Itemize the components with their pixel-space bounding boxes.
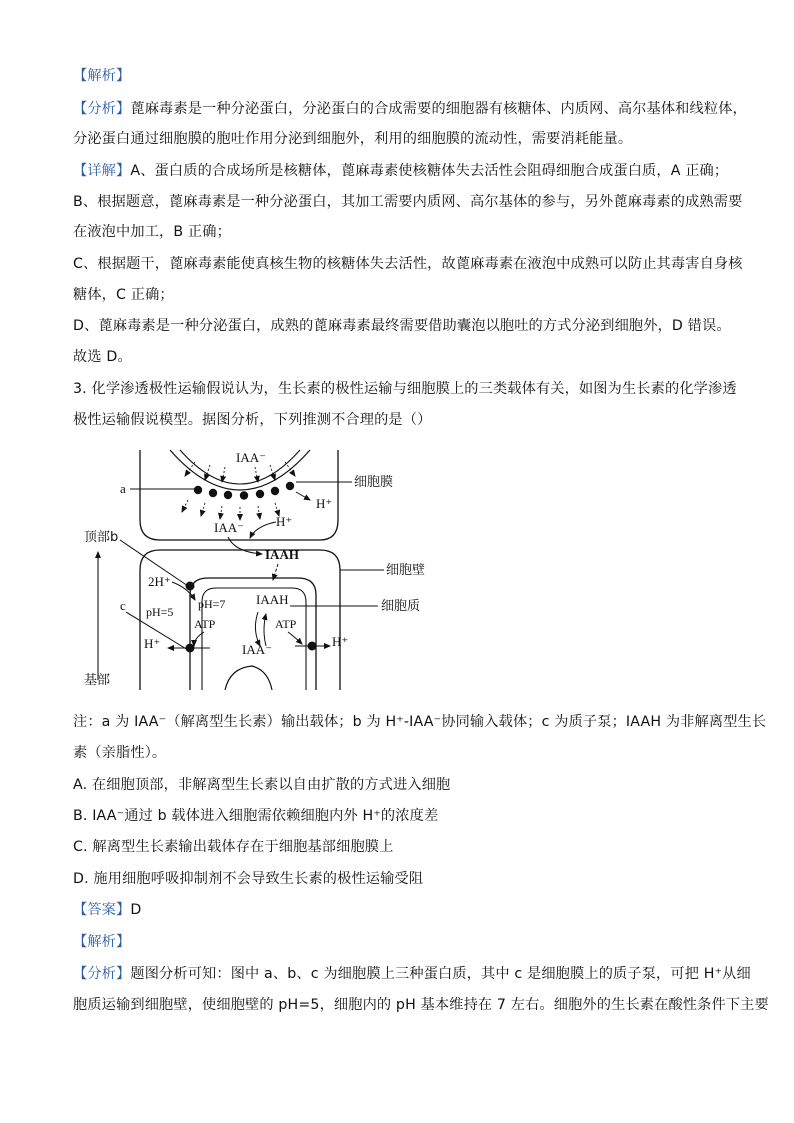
label-c: c: [120, 598, 126, 613]
answer-line: [73, 900, 733, 920]
section-analysis-heading: [73, 932, 733, 952]
paragraph-line: [73, 995, 769, 1015]
line-text: 3. 化学渗透极性运输假说认为，生长素的极性运输与细胞膜上的三类载体有关，如图为生长素的化学渗透: [73, 381, 737, 397]
heading-tag: 【分析】: [73, 101, 131, 117]
line-text: D: [130, 902, 142, 918]
option-d: [73, 869, 733, 889]
label-base: 基部: [84, 673, 111, 688]
line-text: B. IAA⁻通过 b 载体进入细胞需依赖细胞内外 H⁺的浓度差: [73, 808, 439, 824]
line-text: C、根据题干，蓖麻毒素能使真核生物的核糖体失去活性，故蓖麻毒素在液泡中成熟可以防止其毒害自身核: [73, 256, 743, 272]
iaa-minus-top-label: IAA⁻: [236, 450, 266, 465]
label-cell-wall: 细胞壁: [386, 563, 426, 578]
line-text: 素（亲脂性）。: [73, 745, 167, 761]
line-text: A、蛋白质的合成场所是核糖体，蓖麻毒素使核糖体失去活性会阻碍细胞合成蛋白质，A 正确；: [130, 163, 729, 179]
label-a: a: [120, 481, 126, 496]
heading-tag: 【答案】: [73, 902, 131, 918]
line-text: 注：a 为 IAA⁻（解离型生长素）输出载体；b 为 H⁺-IAA⁻协同输入载体；c 为质子泵；IAAH 为非解离型生长: [73, 714, 767, 730]
heading-tag: 【详解】: [73, 163, 131, 179]
paragraph-line: [73, 192, 743, 212]
heading-tag: 【分析】: [73, 966, 131, 982]
line-text: 蓖麻毒素是一种分泌蛋白，分泌蛋白的合成需要的细胞器有核糖体、内质网、高尔基体和线粒体，: [130, 101, 747, 117]
line-text: 胞质运输到细胞壁，使细胞壁的 pH=5，细胞内的 pH 基本维持在 7 左右。细胞外的生长素在酸性条件下主要: [73, 997, 769, 1013]
h-plus-left-label: H⁺: [144, 636, 161, 651]
iaah-mid-label: IAAH: [265, 547, 299, 562]
auxin-transport-diagram: [70, 440, 430, 690]
option-b: [73, 806, 733, 826]
lower-cell-membrane: [190, 578, 316, 690]
line-text: D、蓖麻毒素是一种分泌蛋白，成熟的蓖麻毒素最终需要借助囊泡以胞吐的方式分泌到细胞外，D 错误。: [73, 318, 731, 334]
line-text: B、根据题意，蓖麻毒素是一种分泌蛋白，其加工需要内质网、高尔基体的参与，另外蓖麻毒素的成熟需要: [73, 194, 743, 210]
note-line: [73, 743, 733, 763]
two-h-plus-label: 2H⁺: [148, 574, 171, 589]
atp-right-label: ATP: [275, 617, 297, 631]
carrier-a-dots: [194, 482, 294, 500]
paragraph-line: [73, 316, 733, 336]
label-top-b: 顶部b: [84, 530, 119, 545]
ph7-label: pH=7: [198, 597, 226, 611]
iaa-minus-low-label: IAA⁻: [242, 642, 272, 657]
paragraph-line: [73, 129, 733, 149]
label-cytoplasm: 细胞质: [381, 599, 421, 614]
line-text: 题图分析可知：图中 a、b、c 为细胞膜上三种蛋白质，其中 c 是细胞膜上的质子泵，可把 H⁺从细: [130, 966, 751, 982]
line-text: D. 施用细胞呼吸抑制剂不会导致生长素的极性运输受阻: [73, 871, 424, 887]
line-text: A. 在细胞顶部，非解离型生长素以自由扩散的方式进入细胞: [73, 777, 451, 793]
heading-tag: 【解析】: [73, 68, 131, 84]
line-text: 在液泡中加工，B 正确；: [73, 224, 231, 240]
question-line: [73, 379, 737, 399]
line-text: 故选 D。: [73, 349, 132, 365]
option-a: [73, 775, 733, 795]
atp-left-label: ATP: [194, 617, 216, 631]
note-line: [73, 712, 767, 732]
label-cell-membrane: 细胞膜: [354, 475, 394, 490]
ph5-label: pH=5: [146, 605, 174, 619]
line-text: 分泌蛋白通过细胞膜的胞吐作用分泌到细胞外，利用的细胞膜的流动性，需要消耗能量。: [73, 131, 633, 147]
paragraph-line: [73, 347, 733, 367]
paragraph-line: [73, 254, 743, 274]
option-c: [73, 837, 733, 857]
line-text: C. 解离型生长素输出载体存在于细胞基部细胞膜上: [73, 839, 394, 855]
question-line: [73, 410, 733, 430]
section-analysis-heading: [73, 66, 733, 86]
h-plus-mid-label: H⁺: [276, 514, 293, 529]
paragraph-line: [73, 161, 733, 181]
h-plus-right-label: H⁺: [332, 634, 349, 649]
heading-tag: 【解析】: [73, 934, 131, 950]
vacuole-outline: [225, 666, 272, 690]
iaah-low-label: IAAH: [256, 592, 289, 607]
h-plus-top-label: H⁺: [316, 496, 333, 511]
paragraph-line: [73, 285, 733, 305]
paragraph-line: [73, 99, 747, 119]
iaa-minus-mid-label: IAA⁻: [214, 520, 244, 535]
carrier-b-dot: [186, 582, 195, 591]
paragraph-line: [73, 964, 751, 984]
paragraph-line: [73, 222, 733, 242]
line-text: 糖体，C 正确；: [73, 287, 174, 303]
line-text: 极性运输假说模型。据图分析，下列推测不合理的是（）: [73, 412, 432, 428]
